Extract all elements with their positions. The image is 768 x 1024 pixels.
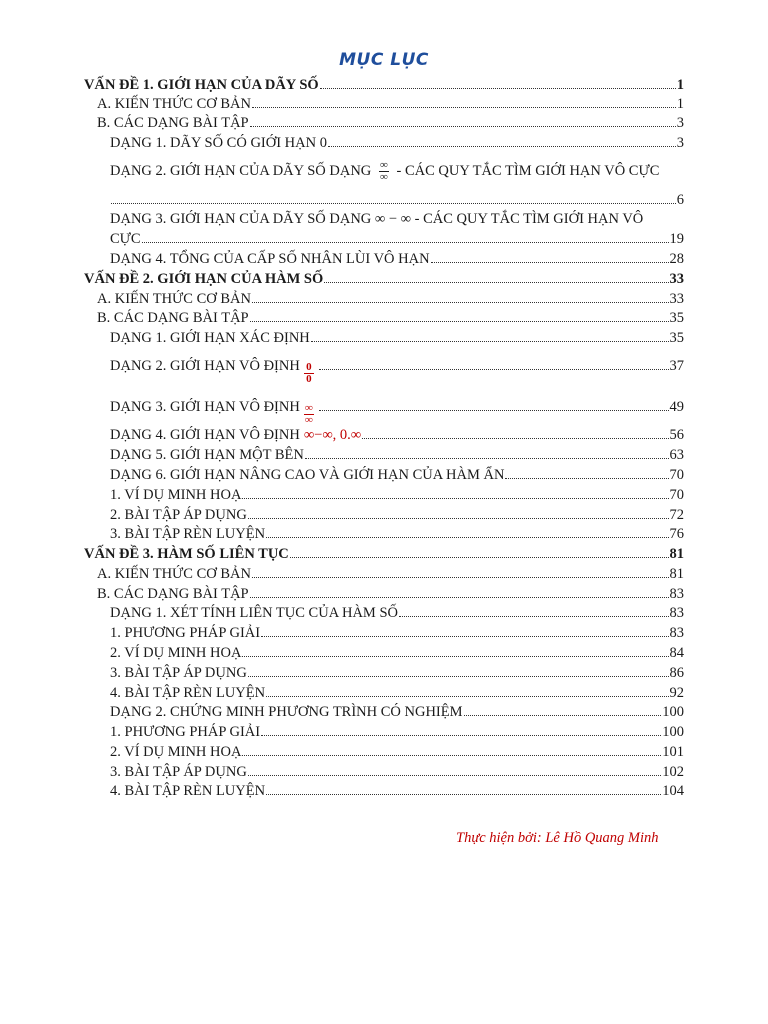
toc-entry-3b-dang1-1[interactable] <box>110 624 684 642</box>
toc-entry-label: DẠNG 2. GIỚI HẠN CỦA DÃY SỐ DẠNG <box>110 162 372 179</box>
fraction-denominator: ∞ <box>304 414 313 426</box>
toc-entry-page: 63 <box>669 447 684 463</box>
toc-entry-page: 84 <box>669 645 684 661</box>
toc-entry-1b-dang3-cont[interactable] <box>110 230 684 248</box>
fraction-numerator: ∞ <box>304 402 313 414</box>
dot-leader <box>305 446 669 459</box>
zero-over-zero-fraction <box>304 362 314 385</box>
toc-entry-label: DẠNG 5. GIỚI HẠN MỘT BÊN <box>110 447 304 463</box>
toc-entry-page: 49 <box>669 399 684 415</box>
toc-entry-2b-dang6[interactable] <box>110 466 684 484</box>
toc-entry-page: 83 <box>669 625 684 641</box>
dot-leader <box>505 466 668 479</box>
fraction-denominator: 0 <box>306 373 312 385</box>
toc-entry-2b-dang1[interactable] <box>110 329 684 347</box>
toc-entry-page: 100 <box>662 704 684 720</box>
toc-entry-page: 83 <box>669 586 684 602</box>
toc-entry-label-tail: - CÁC QUY TẮC TÌM GIỚI HẠN VÔ CỰC <box>396 162 660 179</box>
toc-entry-1b-dang2-leader[interactable] <box>110 191 684 209</box>
toc-entry-page: 33 <box>669 291 684 307</box>
toc-entry-1b-dang4[interactable] <box>110 250 684 268</box>
toc-entry-label-cont: CỰC <box>110 231 141 247</box>
toc-entry-3b-dang2-3[interactable] <box>110 763 684 781</box>
toc-entry-3b[interactable] <box>97 585 684 603</box>
author-credit: Thực hiện bởi: Lê Hồ Quang Minh <box>456 830 659 846</box>
toc-entry-page: 70 <box>669 487 684 503</box>
toc-entry-label: DẠNG 2. GIỚI HẠN VÔ ĐỊNH <box>110 358 300 374</box>
toc-entry-label: 2. VÍ DỤ MINH HOẠ <box>110 645 242 661</box>
dot-leader <box>266 525 668 538</box>
toc-entry-1b[interactable] <box>97 114 684 132</box>
toc-entry-label: DẠNG 3. GIỚI HẠN VÔ ĐỊNH <box>110 399 300 415</box>
dot-leader <box>242 644 668 657</box>
toc-entry-label: 3. BÀI TẬP ÁP DỤNG <box>110 665 247 681</box>
dot-leader <box>266 684 668 697</box>
dot-leader <box>328 134 676 147</box>
dot-leader <box>250 309 669 322</box>
toc-entry-3b-dang2-2[interactable] <box>110 743 684 761</box>
toc-entry-label-group <box>110 160 659 183</box>
toc-entry-page: 81 <box>669 546 684 562</box>
toc-entry-page: 76 <box>669 526 684 542</box>
dot-leader <box>252 290 669 303</box>
toc-entry-page: 101 <box>662 744 684 760</box>
toc-entry-1a[interactable] <box>97 95 684 113</box>
toc-entry-label: 1. PHƯƠNG PHÁP GIẢI <box>110 724 261 740</box>
toc-entry-3b-dang1[interactable] <box>110 604 684 622</box>
dot-leader <box>266 782 661 795</box>
toc-entry-label: DẠNG 1. XÉT TÍNH LIÊN TỤC CỦA HÀM SỐ <box>110 605 398 621</box>
dot-leader <box>399 604 669 617</box>
toc-entry-page: 1 <box>676 77 684 93</box>
toc-entry-2b-dang4[interactable] <box>110 426 684 444</box>
toc-entry-1b-dang3[interactable] <box>110 210 684 228</box>
toc-title: MỤC LỤC <box>339 50 429 70</box>
dot-leader <box>248 664 669 677</box>
toc-entry-page: 86 <box>669 665 684 681</box>
infinity-over-infinity-fraction <box>304 403 314 426</box>
dot-leader <box>261 624 668 637</box>
toc-entry-page: 28 <box>669 251 684 267</box>
toc-entry-2a[interactable] <box>97 290 684 308</box>
toc-entry-label: DẠNG 4. GIỚI HẠN VÔ ĐỊNH <box>110 427 300 443</box>
toc-entry-label: DẠNG 3. GIỚI HẠN CỦA DÃY SỐ DẠNG ∞ − ∞ - CÁC QUY TẮC TÌM GIỚI HẠN VÔ <box>110 211 644 227</box>
dot-leader <box>242 486 668 499</box>
dot-leader <box>142 230 669 243</box>
dot-leader <box>311 329 669 342</box>
toc-entry-label: VẤN ĐỀ 3. HÀM SỐ LIÊN TỤC <box>84 546 289 562</box>
dot-leader <box>250 114 676 127</box>
dot-leader <box>319 357 669 370</box>
toc-entry-page: 100 <box>662 724 684 740</box>
toc-entry-page: 35 <box>669 310 684 326</box>
dot-leader <box>290 545 669 558</box>
dot-leader <box>319 398 669 411</box>
toc-entry-label: B. CÁC DẠNG BÀI TẬP <box>97 115 249 131</box>
dot-leader <box>248 763 661 776</box>
toc-entry-3b-dang1-2[interactable] <box>110 644 684 662</box>
toc-entry-chapter-3[interactable] <box>84 545 684 563</box>
toc-entry-label: 2. BÀI TẬP ÁP DỤNG <box>110 507 247 523</box>
dot-leader <box>362 426 668 439</box>
toc-entry-page: 72 <box>669 507 684 523</box>
toc-entry-page: 3 <box>676 115 684 131</box>
toc-entry-2b-dang6-3[interactable] <box>110 525 684 543</box>
toc-entry-label: A. KIẾN THỨC CƠ BẢN <box>97 566 251 582</box>
toc-entry-label: 3. BÀI TẬP RÈN LUYỆN <box>110 526 266 542</box>
toc-entry-label: 3. BÀI TẬP ÁP DỤNG <box>110 764 247 780</box>
dot-leader <box>111 191 676 204</box>
toc-entry-1b-dang1[interactable] <box>110 134 684 152</box>
toc-entry-label: DẠNG 6. GIỚI HẠN NÂNG CAO VÀ GIỚI HẠN CỦA HÀM ẨN <box>110 467 505 483</box>
toc-entry-label: DẠNG 1. GIỚI HẠN XÁC ĐỊNH <box>110 330 310 346</box>
toc-entry-label: 4. BÀI TẬP RÈN LUYỆN <box>110 685 266 701</box>
dot-leader <box>431 250 669 263</box>
dot-leader <box>464 703 662 716</box>
toc-entry-label: B. CÁC DẠNG BÀI TẬP <box>97 310 249 326</box>
dot-leader <box>252 95 676 108</box>
toc-entry-label: A. KIẾN THỨC CƠ BẢN <box>97 291 251 307</box>
toc-entry-page: 104 <box>662 783 684 799</box>
toc-entry-label: DẠNG 4. TỔNG CỦA CẤP SỐ NHÂN LÙI VÔ HẠN <box>110 251 430 267</box>
toc-entry-label: 1. PHƯƠNG PHÁP GIẢI <box>110 625 261 641</box>
toc-entry-label: VẤN ĐỀ 1. GIỚI HẠN CỦA DÃY SỐ <box>84 77 319 93</box>
toc-entry-page: 19 <box>669 231 684 247</box>
toc-entry-3b-dang2[interactable] <box>110 703 684 721</box>
indeterminate-forms: ∞−∞, 0.∞ <box>303 427 362 443</box>
toc-entry-3b-dang1-3[interactable] <box>110 664 684 682</box>
toc-entry-page: 35 <box>669 330 684 346</box>
toc-entry-page: 83 <box>669 605 684 621</box>
toc-entry-label: 4. BÀI TẬP RÈN LUYỆN <box>110 783 266 799</box>
toc-entry-label: DẠNG 2. CHỨNG MINH PHƯƠNG TRÌNH CÓ NGHIỆM <box>110 704 463 720</box>
toc-entry-page: 81 <box>669 566 684 582</box>
toc-entry-1b-dang2[interactable] <box>110 160 684 183</box>
toc-entry-2b-dang5[interactable] <box>110 446 684 464</box>
toc-entry-2b[interactable] <box>97 309 684 327</box>
dot-leader <box>250 585 669 598</box>
toc-entry-label: A. KIẾN THỨC CƠ BẢN <box>97 96 251 112</box>
toc-entry-3b-dang1-4[interactable] <box>110 684 684 702</box>
toc-entry-page: 37 <box>669 358 684 374</box>
toc-entry-page: 102 <box>662 764 684 780</box>
toc-entry-page: 6 <box>676 192 684 208</box>
toc-entry-chapter-1[interactable] <box>84 76 684 94</box>
toc-entry-page: 33 <box>669 271 684 287</box>
toc-entry-2b-dang6-1[interactable] <box>110 486 684 504</box>
infinity-over-infinity-fraction <box>379 160 389 183</box>
dot-leader <box>248 506 669 519</box>
toc-entry-3b-dang2-1[interactable] <box>110 723 684 741</box>
toc-entry-page: 56 <box>669 427 684 443</box>
toc-entry-label: B. CÁC DẠNG BÀI TẬP <box>97 586 249 602</box>
toc-entry-label: 1. VÍ DỤ MINH HOẠ <box>110 487 242 503</box>
toc-entry-page: 1 <box>676 96 684 112</box>
dot-leader <box>242 743 661 756</box>
toc-entry-2b-dang2[interactable] <box>110 357 684 385</box>
toc-entry-page: 70 <box>669 467 684 483</box>
toc-entry-3b-dang2-4[interactable] <box>110 782 684 800</box>
dot-leader <box>252 565 669 578</box>
toc-entry-page: 3 <box>676 135 684 151</box>
toc-entry-3a[interactable] <box>97 565 684 583</box>
toc-entry-2b-dang3[interactable] <box>110 398 684 426</box>
toc-entry-label: 2. VÍ DỤ MINH HOẠ <box>110 744 242 760</box>
fraction-denominator: ∞ <box>379 171 388 183</box>
fraction-numerator: ∞ <box>379 159 388 171</box>
toc-entry-page: 92 <box>669 685 684 701</box>
fraction-numerator: 0 <box>306 361 312 373</box>
dot-leader <box>261 723 661 736</box>
toc-entry-2b-dang6-2[interactable] <box>110 506 684 524</box>
dot-leader <box>320 76 676 89</box>
toc-entry-label: VẤN ĐỀ 2. GIỚI HẠN CỦA HÀM SỐ <box>84 271 324 287</box>
toc-entry-chapter-2[interactable] <box>84 270 684 288</box>
toc-entry-label: DẠNG 1. DÃY SỐ CÓ GIỚI HẠN 0 <box>110 135 327 151</box>
dot-leader <box>324 270 668 283</box>
